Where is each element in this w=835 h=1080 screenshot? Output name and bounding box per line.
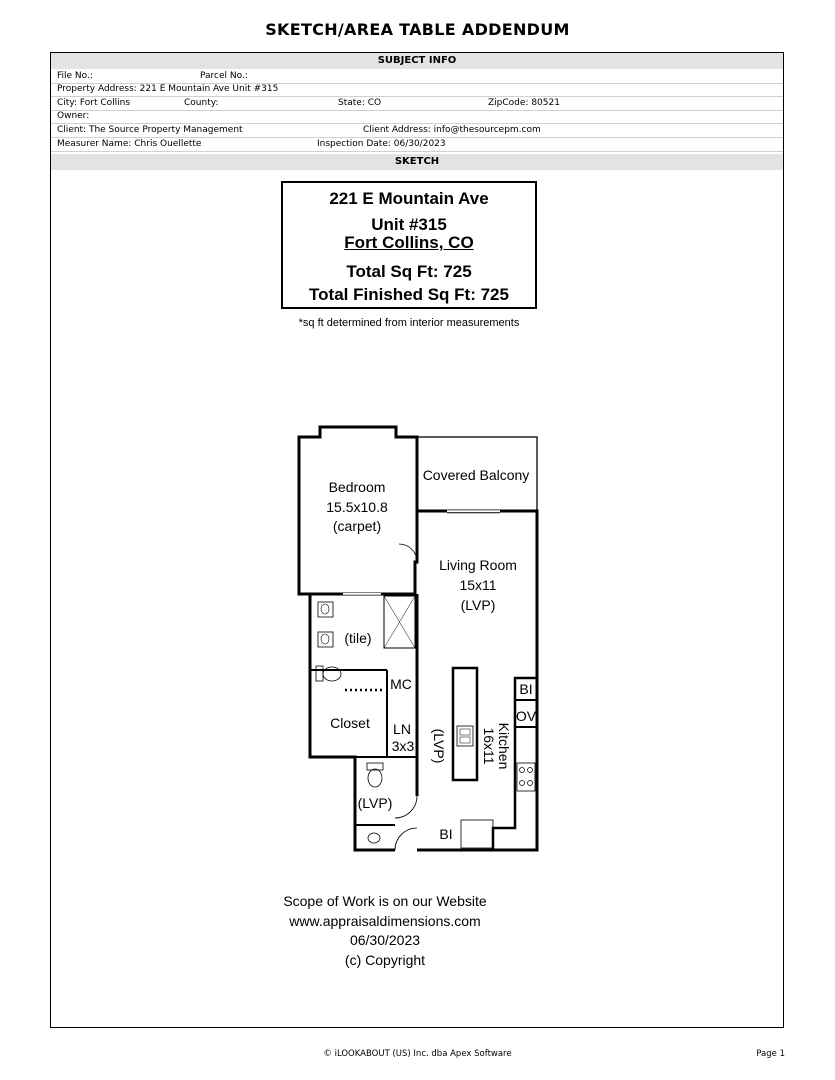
ln-size: 3x3	[391, 738, 415, 754]
vanity-sink-1-bowl	[321, 604, 329, 614]
bedroom-name: Bedroom	[328, 479, 386, 495]
sketch-copyright: (c) Copyright	[344, 951, 426, 968]
scope-of-work: Scope of Work is on our Website	[283, 893, 487, 909]
website: www.appraisaldimensions.com	[289, 912, 481, 929]
kitchen-sink-basin-a	[460, 729, 470, 735]
burner-4	[528, 781, 533, 786]
subject-info-header: SUBJECT INFO	[51, 53, 783, 69]
bedroom-floor: (carpet)	[332, 518, 382, 534]
burner-2	[528, 768, 533, 773]
client-address-value: Client Address: info@thesourcepm.com	[363, 125, 541, 135]
half-bath-floor: (LVP)	[357, 795, 393, 811]
measurer-value: Measurer Name: Chris Ouellette	[57, 139, 202, 149]
owner-label: Owner:	[57, 111, 90, 121]
living-floor: (LVP)	[460, 597, 496, 613]
ov-label: OV	[515, 708, 537, 724]
bedroom-door-swing	[399, 544, 417, 562]
vanity-sink-2-bowl	[321, 634, 329, 644]
city-value: City: Fort Collins	[57, 98, 131, 108]
bedroom-size: 15.5x10.8	[326, 499, 388, 515]
measurement-note: *sq ft determined from interior measurements	[298, 317, 520, 329]
burner-1	[520, 768, 525, 773]
property-address: Property Address: 221 E Mountain Ave Unit #315	[57, 84, 279, 94]
dishwasher	[461, 820, 493, 848]
software-copyright: © iLOOKABOUT (US) Inc. dba Apex Software	[323, 1049, 512, 1059]
sketch-date: 06/30/2023	[349, 932, 421, 948]
county-label: County:	[184, 98, 219, 108]
kitchen-name: Kitchen	[496, 722, 512, 770]
living-name: Living Room	[439, 557, 517, 573]
summary-total-sqft: Total Sq Ft: 725	[346, 262, 472, 281]
half-bath-toilet-bowl	[368, 769, 382, 787]
client-value: Client: The Source Property Management	[57, 125, 243, 135]
summary-city: Fort Collins, CO	[344, 233, 474, 252]
page-number: Page 1	[756, 1049, 785, 1059]
kitchen-island	[453, 668, 477, 780]
summary-unit: Unit #315	[371, 215, 447, 234]
zipcode-value: ZipCode: 80521	[488, 98, 560, 108]
half-bath-sink	[368, 833, 380, 843]
document-title: SKETCH/AREA TABLE ADDENDUM	[265, 20, 570, 39]
bi-top-label: BI	[519, 681, 533, 697]
half-bath-door-swing	[395, 796, 417, 818]
living-size: 15x11	[459, 577, 497, 593]
range	[517, 763, 535, 791]
closet-label: Closet	[330, 715, 370, 731]
sketch-footer	[250, 892, 520, 970]
parcel-no-label: Parcel No.:	[200, 71, 248, 81]
bi-bottom-label: BI	[439, 826, 453, 842]
summary-street: 221 E Mountain Ave	[329, 189, 489, 208]
kitchen-floor: (LVP)	[431, 728, 447, 764]
inspection-date-value: Inspection Date: 06/30/2023	[317, 139, 446, 149]
summary-finished-sqft: Total Finished Sq Ft: 725	[309, 285, 509, 304]
ln-label: LN	[393, 721, 411, 737]
entry-door-swing	[395, 828, 417, 850]
kitchen-size: 16x11	[481, 727, 497, 765]
state-value: State: CO	[338, 98, 382, 108]
mc-label: MC	[390, 676, 412, 692]
file-no-label: File No.:	[57, 71, 93, 81]
kitchen-sink-basin-b	[460, 737, 470, 743]
room-labels	[326, 467, 537, 842]
bath-floor: (tile)	[344, 630, 372, 646]
sketch-header: SKETCH	[51, 154, 783, 170]
burner-3	[520, 781, 525, 786]
balcony-label: Covered Balcony	[422, 467, 530, 483]
toilet-tank	[316, 666, 323, 681]
